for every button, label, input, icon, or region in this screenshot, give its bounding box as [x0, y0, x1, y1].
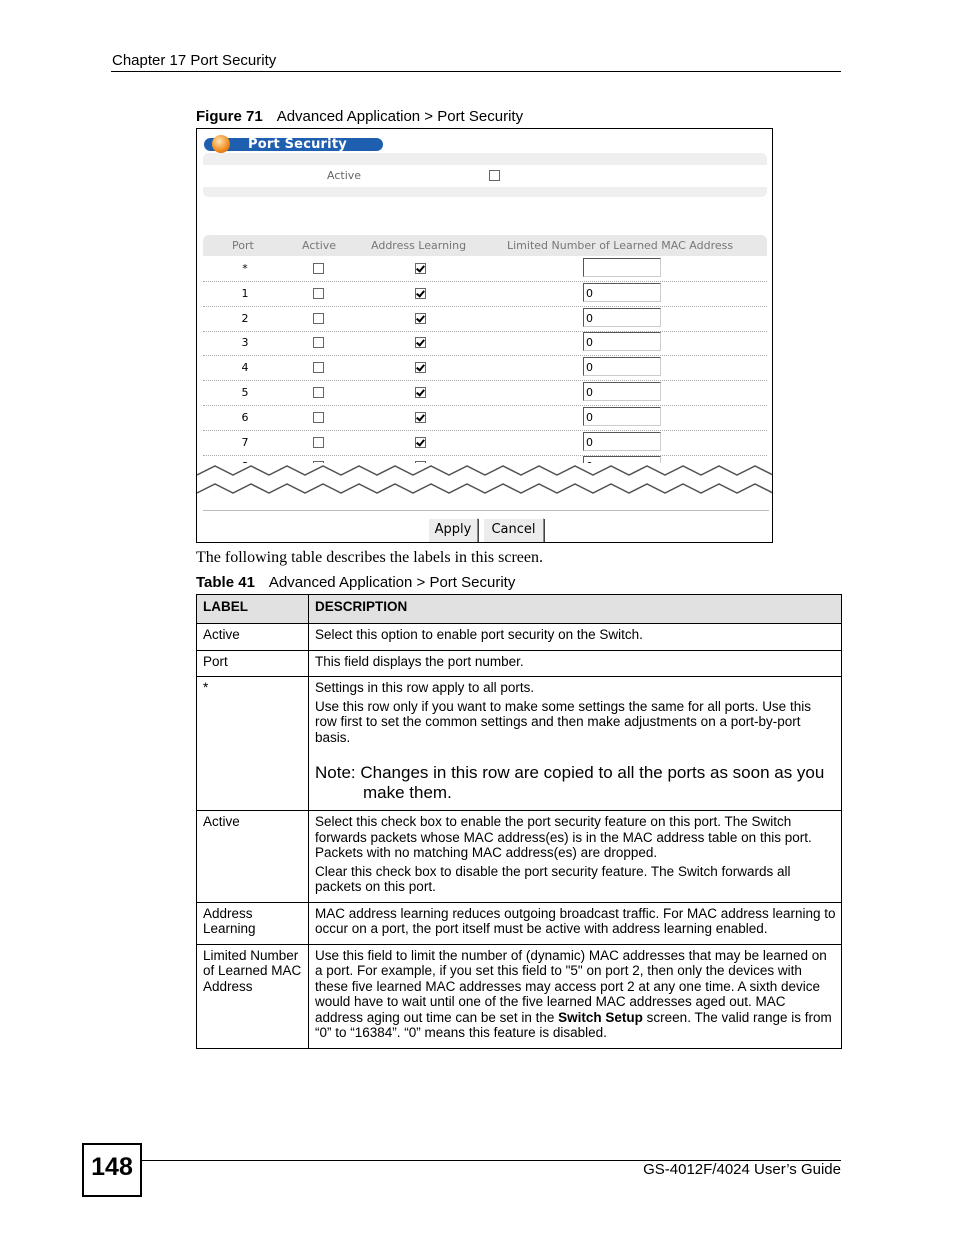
description-text: Settings in this row apply to all ports.	[315, 680, 535, 695]
table-row	[197, 902, 842, 944]
port-active-checkbox[interactable]	[313, 288, 324, 299]
table-row	[197, 624, 842, 651]
row-description	[309, 902, 842, 944]
port-number: 3	[241, 336, 249, 350]
active-checkbox[interactable]	[489, 170, 500, 181]
page-number: 148	[91, 1153, 133, 1181]
row-label: Limited Number of Learned MAC Address	[197, 944, 309, 1048]
description-text: Use this row only if you want to make some settings the same for all ports. Use this row first to set the common settings and then make adjustments on a port-by-port basis.	[315, 698, 811, 745]
port-row	[203, 431, 767, 456]
row-label: Active	[197, 624, 309, 651]
port-number: 5	[241, 386, 249, 399]
address-learning-checkbox[interactable]	[415, 337, 426, 348]
port-active-checkbox[interactable]	[313, 313, 324, 324]
port-row	[203, 282, 767, 307]
address-learning-checkbox[interactable]	[415, 362, 426, 373]
header-rule	[111, 71, 841, 72]
cancel-button[interactable]: Cancel	[483, 518, 544, 543]
address-learning-checkbox[interactable]	[415, 288, 426, 299]
table-row	[197, 677, 842, 811]
chapter-header: Chapter 17 Port Security	[112, 52, 277, 69]
header-description: DESCRIPTION	[309, 595, 842, 624]
intro-text: The following table describes the labels in this screen.	[196, 549, 544, 566]
table-row	[197, 944, 842, 1048]
description-table	[196, 594, 842, 1049]
torn-edge	[197, 463, 772, 503]
description-text: MAC address learning reduces outgoing broadcast traffic. For MAC address learning to occur on a port, the port itself must be active with address learning enabled.	[315, 905, 836, 936]
table-title: Advanced Application > Port Security	[268, 574, 516, 591]
row-description	[309, 650, 842, 677]
port-active-checkbox[interactable]	[313, 263, 324, 274]
figure-label: Figure 71	[196, 108, 263, 125]
port-active-checkbox[interactable]	[313, 362, 324, 373]
port-row	[203, 331, 767, 356]
guide-title: GS-4012F/4024 User’s Guide	[643, 1161, 841, 1178]
mac-limit-field[interactable]: 0	[583, 407, 661, 426]
row-description	[309, 811, 842, 903]
figure-title: Advanced Application > Port Security	[276, 108, 524, 125]
row-label: Port	[197, 650, 309, 677]
column-active: Active	[302, 239, 337, 252]
port-number: 7	[241, 435, 249, 449]
row-description	[309, 944, 842, 1048]
mac-limit-field[interactable]: 0	[583, 332, 661, 351]
column-mac-limit: Limited Number of Learned MAC Address	[507, 239, 734, 252]
table-row	[197, 650, 842, 677]
row-label: Active	[197, 811, 309, 903]
port-row	[203, 356, 767, 381]
port-security-screenshot	[196, 128, 773, 543]
header-label: LABEL	[197, 595, 309, 624]
description-text: Select this check box to enable the port security feature on this port. The Switch forwards packets whose MAC address(es) is in the MAC address table on this port. Packets with no matching MAC address(es) are dropped.	[315, 814, 812, 860]
mac-limit-field[interactable]: 0	[583, 432, 661, 451]
port-row	[203, 257, 767, 282]
address-learning-checkbox[interactable]	[415, 263, 426, 274]
description-text: Select this option to enable port security on the Switch.	[315, 627, 643, 642]
description-text: This field displays the port number.	[315, 653, 524, 669]
port-number: 1	[241, 286, 249, 300]
port-row	[203, 406, 767, 431]
port-number: *	[242, 262, 248, 275]
screen-title: Port Security	[248, 137, 347, 152]
row-label: *	[197, 677, 309, 811]
table-header-row	[197, 595, 842, 624]
row-description	[309, 624, 842, 651]
description-text: Clear this check box to disable the port security feature. The Switch forwards all packets on this port.	[315, 863, 791, 894]
address-learning-checkbox[interactable]	[415, 387, 426, 398]
port-row	[203, 381, 767, 406]
active-row	[203, 165, 767, 187]
mac-limit-field[interactable]	[583, 258, 661, 277]
mac-limit-field[interactable]: 0	[583, 382, 661, 401]
description-text	[315, 948, 836, 1041]
title-orb-icon	[212, 135, 230, 153]
row-label: Address Learning	[197, 902, 309, 944]
row-description	[309, 677, 842, 811]
port-active-checkbox[interactable]	[313, 437, 324, 448]
address-learning-checkbox[interactable]	[415, 412, 426, 423]
button-divider	[203, 510, 769, 511]
table-row	[197, 811, 842, 903]
port-row	[203, 307, 767, 332]
column-address-learning: Address Learning	[371, 239, 467, 252]
description-part: Use this field to limit the number of (dynamic) MAC addresses that may be learned on a port. For example, if you set this field to "5" on port 2, then only the devices with these five learned MAC addresses may access port 2 at any one time. A sixth device would have to wait until one of the five learned MAC addresses aged out. MAC address aging out time can be set in the	[315, 947, 827, 1025]
description-part: screen. The valid range is from “0” to “16384”. “0” means this feature is disabled.	[315, 1009, 832, 1040]
mac-limit-field[interactable]: 0	[583, 283, 661, 302]
port-active-checkbox[interactable]	[313, 337, 324, 348]
table-caption	[196, 574, 515, 591]
column-port: Port	[232, 239, 254, 252]
port-active-checkbox[interactable]	[313, 387, 324, 398]
port-active-checkbox[interactable]	[313, 412, 324, 423]
address-learning-checkbox[interactable]	[415, 313, 426, 324]
mac-limit-field[interactable]: 0	[583, 357, 661, 376]
address-learning-checkbox[interactable]	[415, 437, 426, 448]
mac-limit-field[interactable]: 0	[583, 308, 661, 327]
port-number: 4	[241, 361, 249, 375]
note-text: Note: Changes in this row are copied to all the ports as soon as you make them.	[315, 763, 825, 802]
table-label: Table 41	[196, 574, 255, 591]
figure-caption	[196, 108, 523, 125]
port-number: 6	[241, 410, 249, 424]
port-number: 2	[241, 311, 249, 325]
apply-button[interactable]: Apply	[428, 518, 478, 543]
active-label: Active	[327, 169, 362, 182]
switch-setup-ref: Switch Setup	[558, 1009, 643, 1025]
